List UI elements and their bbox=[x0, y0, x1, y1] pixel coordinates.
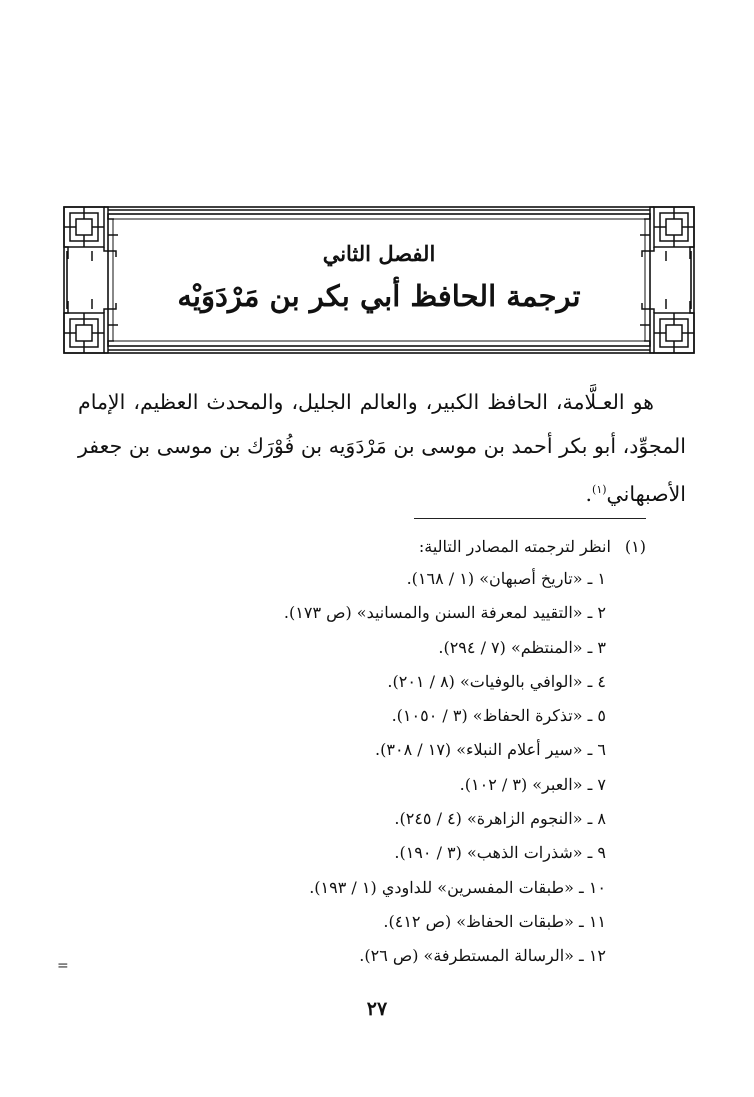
footnote-marker: (١) bbox=[624, 537, 646, 556]
source-item: ٢ ـ «التقييد لمعرفة السنن والمسانيد» (ص ١٧٣). bbox=[283, 603, 606, 623]
source-item: ١ ـ «تاريخ أصبهان» (١ / ١٦٨). bbox=[406, 569, 606, 588]
chapter-title: ترجمة الحافظ أبي بكر بن مَرْدَوَيْه bbox=[177, 279, 581, 313]
footnote-intro: انظر لترجمته المصادر التالية: bbox=[418, 537, 611, 556]
source-item: ٨ ـ «النجوم الزاهرة» (٤ / ٢٤٥). bbox=[394, 809, 606, 829]
source-item: ٦ ـ «سير أعلام النبلاء» (١٧ / ٣٠٨). bbox=[375, 740, 606, 760]
paragraph-end-mark: . bbox=[585, 481, 593, 506]
source-item: ١٢ ـ «الرسالة المستطرفة» (ص ٢٦). bbox=[359, 946, 606, 966]
footnote-heading bbox=[240, 532, 646, 562]
chapter-title-frame bbox=[62, 205, 696, 355]
margin-mark: = bbox=[57, 958, 69, 974]
footnote-block bbox=[240, 532, 646, 974]
source-item: ٣ ـ «المنتظم» (٧ / ٢٩٤). bbox=[438, 637, 606, 657]
biography-paragraph bbox=[78, 380, 686, 516]
source-item: ٧ ـ «العبر» (٣ / ١٠٢). bbox=[459, 774, 606, 794]
source-item: ٥ ـ «تذكرة الحفاظ» (٣ / ١٠٥٠). bbox=[391, 706, 606, 726]
footnote-reference[interactable]: (١) bbox=[592, 483, 607, 496]
paragraph-text: هو العـلَّامة، الحافظ الكبير، والعالم الجليل، والمحدث العظيم، الإمام المجوِّد، أبو بكر أحمد بن موسى بن مَرْدَوَيه بن فُوْرَك بن موسى بن جعفر الأصبهاني bbox=[78, 390, 686, 506]
chapter-label: الفصل الثاني bbox=[322, 241, 436, 266]
page-number: ٢٧ bbox=[366, 998, 388, 1020]
sources-list bbox=[240, 562, 646, 974]
source-item: ٤ ـ «الوافي بالوفيات» (٨ / ٢٠١). bbox=[387, 671, 606, 691]
footnote-separator bbox=[414, 518, 646, 519]
source-item: ١١ ـ «طبقات الحفاظ» (ص ٤١٢). bbox=[383, 911, 606, 931]
source-item: ٩ ـ «شذرات الذهب» (٣ / ١٩٠). bbox=[394, 843, 606, 863]
source-item: ١٠ ـ «طبقات المفسرين» للداودي (١ / ١٩٣). bbox=[309, 877, 606, 897]
